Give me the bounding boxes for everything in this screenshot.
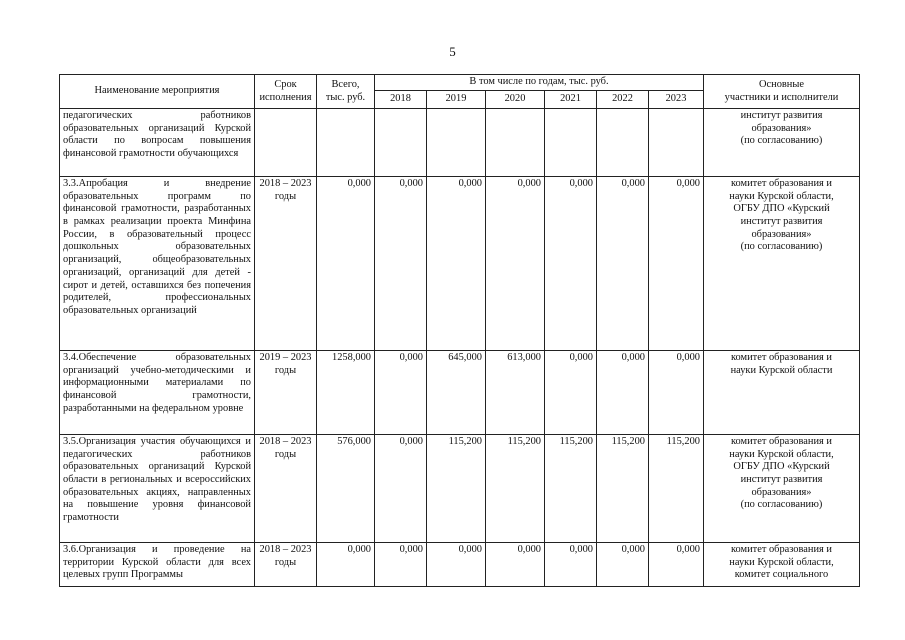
header-period: Срок исполнения	[255, 75, 317, 109]
row-value-2019	[427, 109, 486, 177]
page-number: 5	[449, 44, 456, 59]
header-year: 2021	[545, 91, 597, 109]
row-value-2018	[375, 109, 427, 177]
row-participants: институт развития образования» (по согласованию)	[704, 109, 860, 177]
row-value-2019: 0,000	[427, 543, 486, 587]
row-value-2020: 115,200	[486, 435, 545, 543]
row-value-2023: 0,000	[649, 351, 704, 435]
row-value-2022	[597, 109, 649, 177]
row-name: 3.3.Апробация и внедрение образовательных программ по финансовой грамотности, разработанных в рамках реализации проекта Минфина России, в образовательный процесс дошкольных образовательных организаций, общеобразовательных организаций, организаций для детей - сирот и детей, оставшихся без попечения родителей, профессиональных образовательных организаций	[60, 177, 255, 351]
row-value-2018: 0,000	[375, 351, 427, 435]
row-value-2022: 115,200	[597, 435, 649, 543]
row-period	[255, 109, 317, 177]
table-row	[60, 435, 860, 543]
row-name: 3.4.Обеспечение образовательных организаций учебно-методическими и информационными материалами по финансовой грамотности, разработанными на федеральном уровне	[60, 351, 255, 435]
row-value-2021: 115,200	[545, 435, 597, 543]
header-year: 2019	[427, 91, 486, 109]
row-value-2020: 0,000	[486, 543, 545, 587]
header-participants: Основные участники и исполнители	[704, 75, 860, 109]
header-total: Всего, тыс. руб.	[317, 75, 375, 109]
row-value-2020	[486, 109, 545, 177]
header-name: Наименование мероприятия	[60, 75, 255, 109]
table-row	[60, 109, 860, 177]
row-name: 3.5.Организация участия обучающихся и педагогических работников образовательных организаций Курской области в региональных и всероссийских образовательных акциях, направленных на повышение уровня финансовой грамотности	[60, 435, 255, 543]
table-row	[60, 177, 860, 351]
row-value-2021	[545, 109, 597, 177]
row-value-2023	[649, 109, 704, 177]
table-row	[60, 351, 860, 435]
row-total: 576,000	[317, 435, 375, 543]
row-participants: комитет образования и науки Курской области, ОГБУ ДПО «Курский институт развития образования» (по согласованию)	[704, 435, 860, 543]
row-name: 3.6.Организация и проведение на территории Курской области для всех целевых групп Программы	[60, 543, 255, 587]
row-participants: комитет образования и науки Курской области, ОГБУ ДПО «Курский институт развития образования» (по согласованию)	[704, 177, 860, 351]
row-value-2018: 0,000	[375, 177, 427, 351]
row-value-2019: 115,200	[427, 435, 486, 543]
header-year: 2022	[597, 91, 649, 109]
row-total	[317, 109, 375, 177]
table-row	[60, 543, 860, 587]
row-value-2022: 0,000	[597, 177, 649, 351]
row-value-2023: 0,000	[649, 543, 704, 587]
row-total: 0,000	[317, 177, 375, 351]
row-participants: комитет образования и науки Курской области	[704, 351, 860, 435]
row-period: 2018 – 2023 годы	[255, 543, 317, 587]
row-total: 1258,000	[317, 351, 375, 435]
header-years-group: В том числе по годам, тыс. руб.	[375, 75, 704, 91]
activities-table	[59, 74, 860, 587]
row-period: 2019 – 2023 годы	[255, 351, 317, 435]
row-value-2020: 613,000	[486, 351, 545, 435]
row-value-2023: 115,200	[649, 435, 704, 543]
row-value-2021: 0,000	[545, 177, 597, 351]
row-value-2020: 0,000	[486, 177, 545, 351]
row-name: педагогических работников образовательных организаций Курской области по вопросам повышения финансовой грамотности обучающихся	[60, 109, 255, 177]
row-value-2018: 0,000	[375, 435, 427, 543]
header-year: 2018	[375, 91, 427, 109]
header-year: 2023	[649, 91, 704, 109]
row-value-2023: 0,000	[649, 177, 704, 351]
row-value-2022: 0,000	[597, 351, 649, 435]
row-value-2019: 645,000	[427, 351, 486, 435]
header-year: 2020	[486, 91, 545, 109]
row-period: 2018 – 2023 годы	[255, 435, 317, 543]
row-value-2019: 0,000	[427, 177, 486, 351]
row-period: 2018 – 2023 годы	[255, 177, 317, 351]
row-total: 0,000	[317, 543, 375, 587]
row-value-2021: 0,000	[545, 351, 597, 435]
row-value-2022: 0,000	[597, 543, 649, 587]
row-value-2018: 0,000	[375, 543, 427, 587]
row-value-2021: 0,000	[545, 543, 597, 587]
row-participants: комитет образования и науки Курской области, комитет социального	[704, 543, 860, 587]
